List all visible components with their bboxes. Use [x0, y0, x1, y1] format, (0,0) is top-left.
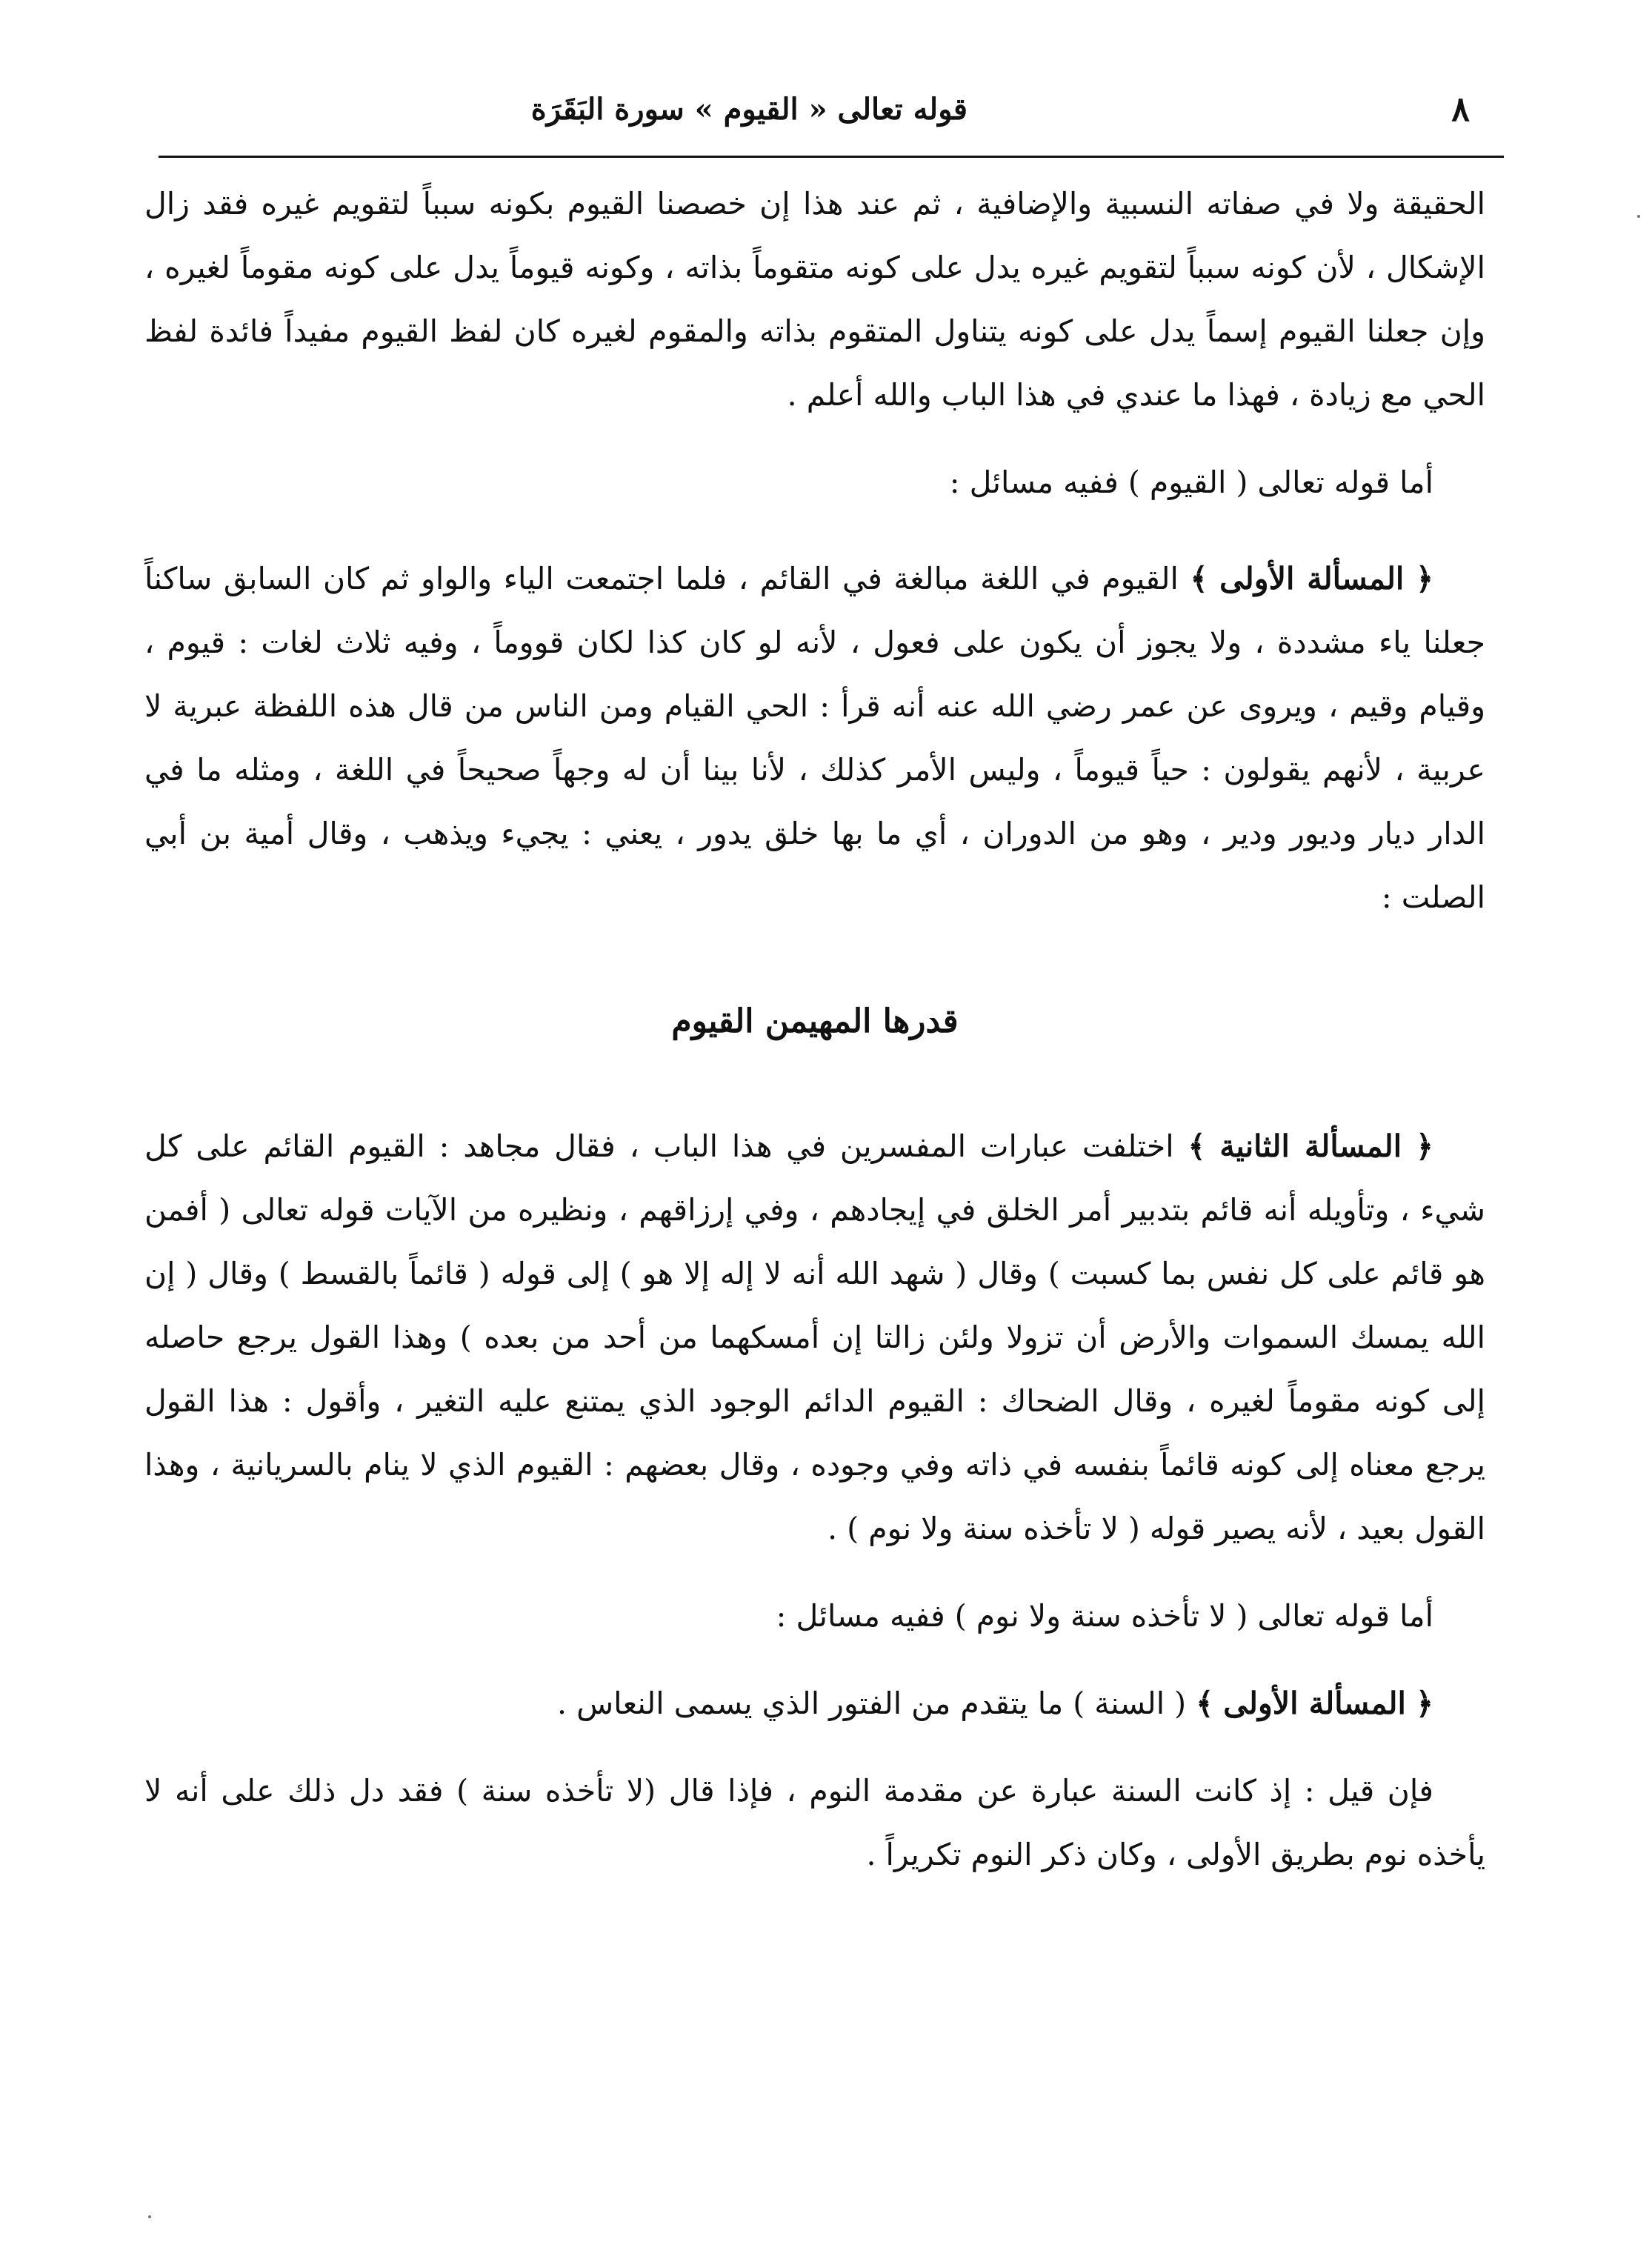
ornate-bracket-close: ﴾	[1188, 1128, 1206, 1164]
paragraph-sleep-first-issue	[144, 1671, 1485, 1735]
ornate-bracket-open: ﴿	[1415, 1128, 1433, 1164]
poetry-verse: قدرها المهيمن القيوم	[671, 1002, 959, 1040]
ornate-bracket-open: ﴿	[1415, 561, 1433, 596]
header-title: قوله تعالى « القيوم » سورة البَقَرَة	[530, 92, 967, 127]
issue-text: القيوم في اللغة مبالغة في القائم ، فلما اجتمعت الياء والواو ثم كان السابق ساكناً جعلنا ياء مشددة ، ولا يجوز أن يكون على فعول ، لأنه لو كان كذا لكان قووماً ، وفيه ثلاث لغات : قيوم ، وقيام وقيم ، ويروى عن عمر رضي الله عنه أنه قرأ : الحي القيام ومن الناس من قال هذه اللفظة عبرية لا عربية ، لأنهم يقولون : حياً قيوماً ، وليس الأمر كذلك ، لأنا بينا أن له وجهاً صحيحاً في اللغة ، ومثله ما في الدار ديار وديور ودير ، وهو من الدوران ، أي ما بها خلق يدور ، يعني : يجيء ويذهب ، وقال أمية بن أبي الصلت :	[144, 561, 1485, 915]
paragraph-question-sleep: أما قوله تعالى ( لا تأخذه سنة ولا نوم ) ففيه مسائل :	[776, 1598, 1433, 1634]
page-body	[144, 172, 1485, 1886]
ornate-bracket-open: ﴿	[1415, 1686, 1433, 1721]
header-divider	[159, 156, 1504, 158]
issue-label: المسألة الثانية	[1219, 1128, 1402, 1164]
issue-label: المسألة الأولى	[1223, 1686, 1406, 1721]
paragraph-objection: فإن قيل : إذ كانت السنة عبارة عن مقدمة النوم ، فإذا قال (لا تأخذه سنة ) فقد دل ذلك على أنه لا يأخذه نوم بطريق الأولى ، وكان ذكر النوم تكريراً .	[144, 1773, 1485, 1872]
paragraph-continuation: الحقيقة ولا في صفاته النسبية والإضافية ، ثم عند هذا إن خصصنا القيوم بكونه سبباً لتقويم غيره فقد زال الإشكال ، لأن كونه سبباً لتقويم غيره يدل على كونه متقوماً بذاته ، وكونه قيوماً يدل على كونه مقوماً لغيره ، وإن جعلنا القيوم إسماً يدل على كونه يتناول المتقوم بذاته والمقوم لغيره كان لفظ القيوم مفيداً فائدة لفظ الحي مع زيادة ، فهذا ما عندي في هذا الباب والله أعلم .	[144, 186, 1485, 413]
scan-speck	[1637, 215, 1640, 218]
running-header	[159, 83, 1486, 142]
issue-text: ( السنة ) ما يتقدم من الفتور الذي يسمى النعاس .	[557, 1686, 1187, 1721]
issue-text: اختلفت عبارات المفسرين في هذا الباب ، فقال مجاهد : القيوم القائم على كل شيء ، وتأويله أنه قائم بتدبير أمر الخلق في إيجادهم ، وفي إرزاقهم ، ونظيره من الآيات قوله تعالى ( أفمن هو قائم على كل نفس بما كسبت ) وقال ( شهد الله أنه لا إله إلا هو ) إلى قوله ( قائماً بالقسط ) وقال ( إن الله يمسك السموات والأرض أن تزولا ولئن زالتا إن أمسكهما من أحد من بعده ) وهذا القول يرجع حاصله إلى كونه مقوماً لغيره ، وقال الضحاك : القيوم الدائم الوجود الذي يمتنع عليه التغير ، وأقول : هذا القول يرجع معناه إلى كونه قائماً بنفسه في ذاته وفي وجوده ، وقال بعضهم : القيوم الذي لا ينام بالسريانية ، وهذا القول بعيد ، لأنه يصير قوله ( لا تأخذه سنة ولا نوم ) .	[144, 1128, 1485, 1546]
ornate-bracket-close: ﴾	[1190, 561, 1208, 596]
paragraph-first-issue	[144, 547, 1485, 929]
scan-speck	[148, 2215, 151, 2218]
page-number: ٨	[1451, 89, 1470, 129]
issue-label: المسألة الأولى	[1219, 561, 1405, 596]
paragraph-second-issue	[144, 1114, 1485, 1560]
ornate-bracket-close: ﴾	[1196, 1686, 1214, 1721]
paragraph-question-qayyum: أما قوله تعالى ( القيوم ) ففيه مسائل :	[949, 465, 1433, 500]
